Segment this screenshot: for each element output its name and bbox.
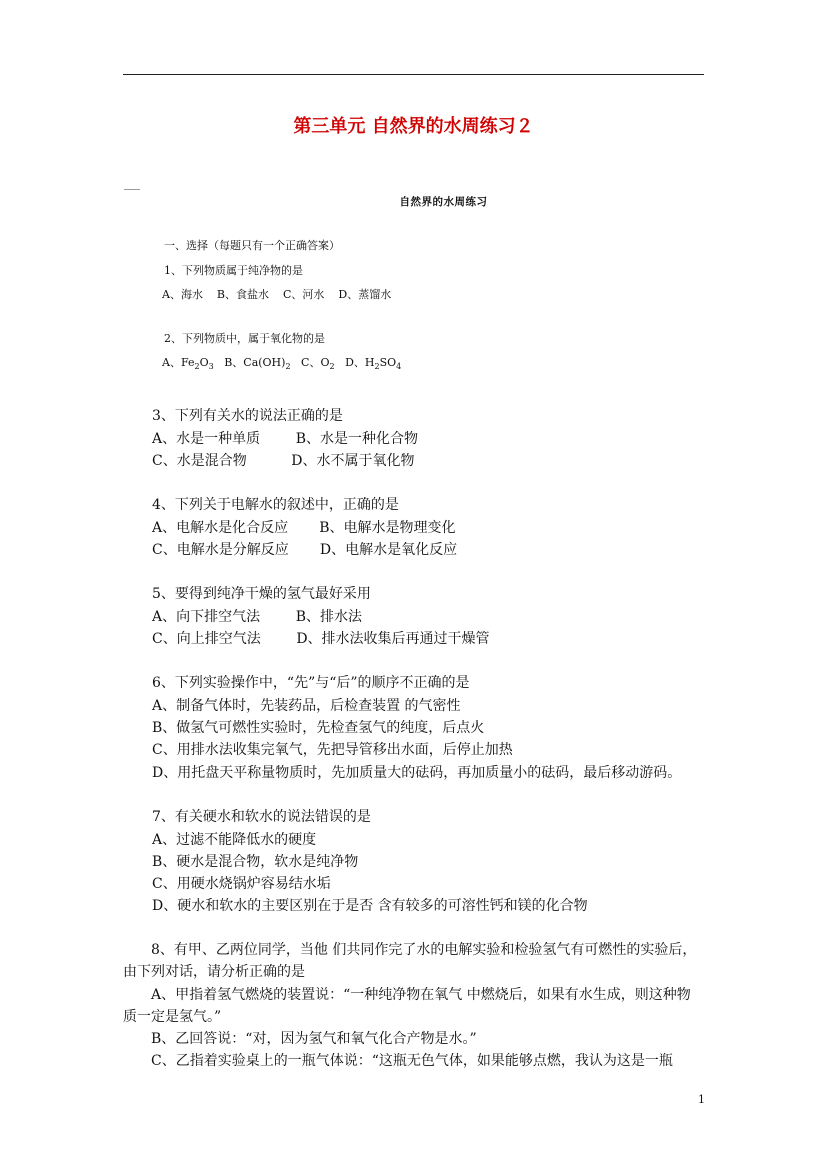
question-4-stem: 4、下列关于电解水的叙述中，正确的是 <box>152 497 399 513</box>
question-2-stem: 2、下列物质中，属于氧化物的是 <box>164 332 325 345</box>
question-1-options: A、海水 B、食盐水 C、河水 D、蒸馏水 <box>162 288 392 301</box>
question-8-option-a: A、甲指着氢气燃烧的装置说：“一种纯净物在氧气 中燃烧后，如果有水生成，则这种物质一定是氢气。” <box>123 987 691 1025</box>
question-6-option: B、做氢气可燃性实验时，先检查氢气的纯度，后点火 <box>152 720 485 736</box>
question-6-stem: 6、下列实验操作中，“先”与“后”的顺序不正确的是 <box>152 675 470 691</box>
question-8-option-c: C、乙指着实验桌上的一瓶气体说：“这瓶无色气体，如果能够点燃，我认为这是一瓶 <box>151 1053 673 1069</box>
question-1-stem: 1、下列物质属于纯净物的是 <box>164 264 303 277</box>
document-title: 第三单元 自然界的水周练习２ <box>293 116 534 137</box>
question-5-option: C、向上排空气法 D、排水法收集后再通过干燥管 <box>152 631 490 647</box>
question-5-option: A、向下排空气法 B、排水法 <box>152 609 362 625</box>
question-6-option: A、制备气体时，先装药品，后检查装置 的气密性 <box>152 698 461 714</box>
question-8-stem: 8、有甲、乙两位同学，当他 们共同作完了水的电解实验和检验氢气有可燃性的实验后，由下列对话，请分析正确的是 <box>123 942 697 980</box>
question-7-option: D、硬水和软水的主要区别在于是否 含有较多的可溶性钙和镁的化合物 <box>152 898 588 914</box>
question-6-option: C、用排水法收集完氧气，先把导管移出水面，后停止加热 <box>152 742 513 758</box>
question-6-option: D、用托盘天平称量物质时，先加质量大的砝码，再加质量小的砝码，最后移动游码。 <box>152 765 682 781</box>
page-number: 1 <box>698 1093 705 1106</box>
question-5-stem: 5、要得到纯净干燥的氢气最好采用 <box>152 586 371 602</box>
worksheet-title: 自然界的水周练习 <box>399 196 488 208</box>
question-3-option: C、水是混合物 D、水不属于氧化物 <box>152 453 415 469</box>
header-rule <box>123 74 704 75</box>
question-7-option: B、硬水是混合物，软水是纯净物 <box>152 854 359 870</box>
question-3-stem: 3、下列有关水的说法正确的是 <box>152 408 343 424</box>
question-3-option: A、水是一种单质 B、水是一种化合物 <box>152 431 418 447</box>
question-4-option: C、电解水是分解反应 D、电解水是氧化反应 <box>152 542 458 558</box>
question-7-option: A、过滤不能降低水的硬度 <box>152 832 317 848</box>
question-8-option-b: B、乙回答说：“对，因为氢气和氧气化合产物是水。” <box>151 1031 477 1047</box>
question-7-stem: 7、有关硬水和软水的说法错误的是 <box>152 809 371 825</box>
section-heading: 一、选择（每题只有一个正确答案） <box>164 239 340 252</box>
question-7-option: C、用硬水烧锅炉容易结水垢 <box>152 876 331 892</box>
question-4-option: A、电解水是化合反应 B、电解水是物理变化 <box>152 520 456 536</box>
question-2-options: A、$Fe_2O_3$ B、$Ca(OH)_2$ C、$O_2$ D、$H_2SO_4$ <box>162 356 402 372</box>
margin-mark <box>124 189 140 190</box>
